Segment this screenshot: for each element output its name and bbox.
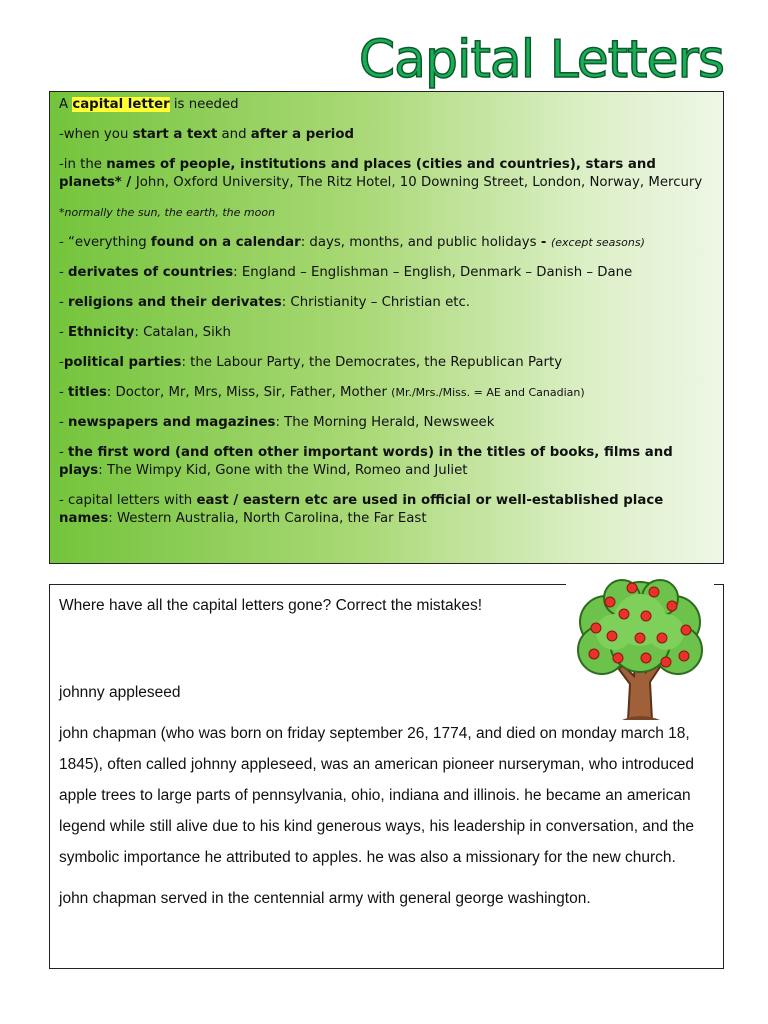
exercise-paragraph: john chapman (who was born on friday september 26, 1774, and died on monday march 18, 1845), often called johnny appleseed, was an american pioneer nurseryman, who introduced apple trees to large parts of pennsylvania, ohio, indiana and illinois. he became an american legend while still alive due to his kind generous ways, his leadership in conversation, and the symbolic importance he attributed to apples. he was also a missionary for the new church. <box>59 725 695 866</box>
page-title: Capital Letters <box>358 30 724 90</box>
rule-start-text: -when you start a text and after a period <box>59 127 355 142</box>
rule-religions: - religions and their derivates: Christianity – Christian etc. <box>59 295 471 310</box>
apple-tree-icon <box>566 572 714 720</box>
exercise-sentence: john chapman served in the centennial army with general george washington. <box>59 890 591 907</box>
rule-calendar: - “everything found on a calendar: days, months, and public holidays - (except seasons) <box>59 235 645 250</box>
highlighted-term: capital letter <box>72 97 170 112</box>
rule-names: -in the names of people, institutions and places (cities and countries), stars and planets* / John, Oxford University, The Ritz Hotel, 10 Downing Street, London, Norway, Mercury <box>59 157 703 190</box>
rule-countries: - derivates of countries: England – Englishman – English, Denmark – Danish – Dane <box>59 265 633 280</box>
exercise-text-title: johnny appleseed <box>59 684 181 701</box>
rule-note: *normally the sun, the earth, the moon <box>59 206 276 219</box>
apple-tree-image <box>566 572 714 720</box>
rule-titles-of-works: - the first word (and often other important words) in the titles of books, films and plays: The Wimpy Kid, Gone with the Wind, Romeo and Juliet <box>59 445 673 478</box>
rule-intro: A capital letter is needed <box>59 97 239 112</box>
capital-letter-rules-box <box>49 91 724 564</box>
exercise-instruction: Where have all the capital letters gone? Correct the mistakes! <box>59 597 483 614</box>
rule-newspapers: - newspapers and magazines: The Morning Herald, Newsweek <box>59 415 495 430</box>
rule-titles: - titles: Doctor, Mr, Mrs, Miss, Sir, Father, Mother (Mr./Mrs./Miss. = AE and Canadian) <box>59 385 585 400</box>
rule-place-names: - capital letters with east / eastern etc are used in official or well-established place names: Western Australia, North Carolina, the Far East <box>59 493 664 526</box>
rule-ethnicity: - Ethnicity: Catalan, Sikh <box>59 325 231 340</box>
rule-political-parties: -political parties: the Labour Party, the Democrates, the Republican Party <box>59 355 563 370</box>
rule-cut-off-line <box>59 540 713 558</box>
